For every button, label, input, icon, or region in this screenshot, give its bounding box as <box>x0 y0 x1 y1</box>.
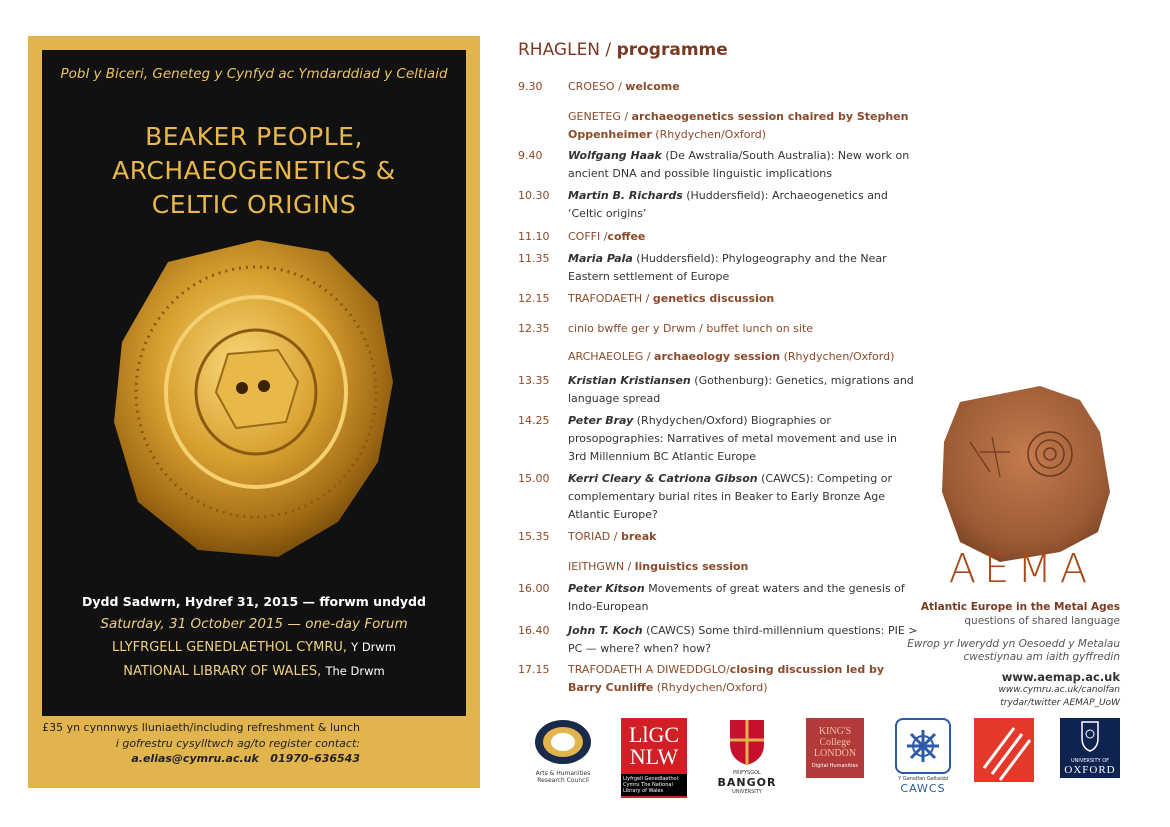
event-date-english: Saturday, 31 October 2015 — one-day Forum <box>100 616 408 632</box>
programme-title-english: programme <box>616 40 728 60</box>
programme-time: 9.40 <box>518 149 543 162</box>
canolfan-website-link[interactable]: www.cymru.ac.uk/canolfan <box>998 685 1120 695</box>
speaker-name: John T. Koch <box>568 624 643 637</box>
fee-text: £35 yn cynnnwys lluniaeth/including refreshment & lunch <box>42 721 360 734</box>
kings-sub: Digital Humanities <box>811 763 859 769</box>
bangor-main: BANGOR <box>717 776 777 789</box>
programme-time: 10.30 <box>518 189 550 202</box>
session-title: welcome <box>625 80 680 93</box>
session-label: TRAFODAETH A DIWEDDGLO/ <box>568 663 730 676</box>
aema-name-welsh: Ewrop yr Iwerydd yn Oesoedd y Metalau <box>907 638 1120 650</box>
speaker-name: Wolfgang Haak <box>568 149 662 162</box>
item-detail: (Rhydychen/Oxford) <box>653 681 768 694</box>
venue-welsh <box>42 640 466 655</box>
programme-text <box>568 470 918 524</box>
speaker-name: Maria Pala <box>568 252 633 265</box>
programme-time: 14.25 <box>518 414 550 427</box>
session-title: coffee <box>607 230 646 243</box>
oxford-name: OXFORD <box>1064 764 1116 776</box>
item-detail: (Rhydychen/Oxford) <box>780 350 895 363</box>
aema-logo-text: AEMA <box>948 546 1096 592</box>
session-title: genetics discussion <box>652 292 775 305</box>
programme-text <box>568 580 918 616</box>
speaker-name: Kristian Kristiansen <box>568 374 691 387</box>
celtic-knot-icon <box>895 718 951 774</box>
programme-text <box>568 622 918 658</box>
speaker-name: Peter Bray <box>568 414 634 427</box>
programme-text <box>568 147 918 183</box>
programme-text <box>568 250 918 286</box>
item-detail: (Huddersfield): Archaeogenetics and ‘Celtic origins’ <box>568 189 888 220</box>
item-detail: (Gothenburg): Genetics, migrations and language spread <box>568 374 914 405</box>
programme-time: 16.40 <box>518 624 550 637</box>
session-label: IEITHGWN / <box>568 560 635 573</box>
item-detail: (CAWCS): Competing or complementary burial rites in Beaker to Early Bronze Age Atlantic Europe? <box>568 472 892 521</box>
event-date-welsh: Dydd Sadwrn, Hydref 31, 2015 — fforwm undydd <box>82 594 426 609</box>
session-title: break <box>620 530 657 543</box>
gold-disc-image <box>108 232 396 567</box>
kings-logo <box>806 718 864 778</box>
programme-text <box>568 348 918 366</box>
programme-text <box>568 372 918 408</box>
llgc-top: LlGC <box>628 722 680 747</box>
poster-title-line-3: CELTIC ORIGINS <box>151 190 357 219</box>
digital-humanities-logo <box>974 718 1034 782</box>
programme-time: 13.35 <box>518 374 550 387</box>
item-detail: (Huddersfield): Phylogeography and the Near Eastern settlement of Europe <box>568 252 887 283</box>
session-title: closing discussion led by Barry Cunliffe <box>568 663 885 694</box>
bangor-shield-icon <box>716 718 778 766</box>
programme-text <box>568 528 918 546</box>
programme-time: 15.35 <box>518 530 550 543</box>
bangor-logo <box>716 718 778 798</box>
ahrc-logo <box>532 718 594 798</box>
item-detail: (De Awstralia/South Australia): New work on ancient DNA and possible linguistic implications <box>568 149 910 180</box>
programme-time: 15.00 <box>518 472 550 485</box>
venue-welsh-main: LLYFRGELL GENEDLAETHOL CYMRU, <box>111 640 347 655</box>
speaker-name: Peter Kitson <box>568 582 645 595</box>
poster-title-line-1: BEAKER PEOPLE, <box>145 122 363 151</box>
programme-text <box>568 108 918 144</box>
programme-text <box>568 290 918 308</box>
oxford-top: UNIVERSITY OF <box>1070 758 1110 764</box>
programme-text <box>568 187 918 223</box>
oxford-crest-icon <box>1060 718 1120 754</box>
contact-email[interactable]: a.elias@cymru.ac.uk <box>131 752 259 765</box>
aema-tagline-english: questions of shared language <box>964 615 1120 627</box>
session-label: TRAFODAETH / <box>568 292 653 305</box>
venue-welsh-sub: Y Drwm <box>351 640 397 654</box>
item-detail: Movements of great waters and the genesis of Indo-European <box>568 582 905 613</box>
session-label: CROESO / <box>568 80 626 93</box>
diagonal-stripes-icon <box>974 718 1034 782</box>
bangor-sub: UNIVERSITY <box>732 789 762 795</box>
poster-subtitle: Pobl y Biceri, Geneteg y Cynfyd ac Ymdarddiad y Celtiaid <box>60 66 448 82</box>
programme-text <box>568 412 918 466</box>
session-label: ARCHAEOLEG / <box>568 350 655 363</box>
cawcs-sub: Y Ganolfan Geltaidd <box>898 776 948 782</box>
speaker-name: Kerri Cleary & Catriona Gibson <box>568 472 758 485</box>
ahrc-emblem-icon <box>532 718 594 766</box>
programme-time: 12.15 <box>518 292 550 305</box>
aema-name-english: Atlantic Europe in the Metal Ages <box>920 601 1120 613</box>
poster-title-line-2: ARCHAEOGENETICS & <box>112 156 396 185</box>
programme-text <box>568 558 918 576</box>
programme-time: 17.15 <box>518 663 550 676</box>
item-detail: (Rhydychen/Oxford) Biographies or prosopographies: Narratives of metal movement and use in 3rd Millennium BC Atlantic Europe <box>568 414 897 463</box>
aema-website-link[interactable]: www.aemap.ac.uk <box>1001 670 1120 684</box>
programme-time: 11.10 <box>518 230 550 243</box>
item-detail: (CAWCS) Some third-millennium questions: PIE > PC — where? when? how? <box>568 624 918 655</box>
programme-text <box>568 78 918 96</box>
programme-text <box>568 320 918 338</box>
speaker-name: Martin B. Richards <box>568 189 683 202</box>
aema-tagline-welsh: cwestiynau am iaith gyffredin <box>963 651 1120 663</box>
session-title: linguistics session <box>634 560 749 573</box>
ahrc-name: Arts & Humanities Research Council <box>535 770 591 784</box>
cawcs-name: CAWCS <box>900 782 946 795</box>
session-label: COFFI / <box>568 230 608 243</box>
venue-english-main: NATIONAL LIBRARY OF WALES, <box>123 664 322 679</box>
register-text: i gofrestru cysylltwch ag/to register contact: <box>115 737 360 750</box>
session-label: TORIAD / <box>568 530 621 543</box>
llgc-sub: Llyfrgell Genedlaethol Cymru The National Library of Wales <box>621 774 687 796</box>
contact-line <box>42 752 360 765</box>
oxford-logo <box>1060 718 1120 778</box>
session-label: cinio bwffe ger y Drwm / buffet lunch on site <box>568 322 814 335</box>
twitter-handle[interactable]: trydar/twitter AEMAP_UoW <box>1000 698 1120 708</box>
llgc-bottom: NLW <box>629 744 679 769</box>
programme-time: 9.30 <box>518 80 543 93</box>
session-title: archaeogenetics session chaired by Stephen Oppenheimer <box>568 110 909 141</box>
kings-name: KING'S College LONDON <box>813 726 857 759</box>
session-label: GENETEG / <box>568 110 632 123</box>
llgc-logo <box>621 718 687 798</box>
programme-title-welsh: RHAGLEN / <box>518 40 612 60</box>
programme-time: 12.35 <box>518 322 550 335</box>
item-detail: (Rhydychen/Oxford) <box>651 128 767 141</box>
bangor-top: PRIFYSGOL <box>733 770 761 776</box>
contact-phone: 01970–636543 <box>270 752 360 765</box>
programme-text <box>568 661 918 697</box>
programme-text <box>568 228 918 246</box>
session-title: archaeology session <box>654 350 781 363</box>
cawcs-logo <box>890 718 956 798</box>
programme-time: 16.00 <box>518 582 550 595</box>
venue-english <box>42 664 466 679</box>
programme-time: 11.35 <box>518 252 550 265</box>
venue-english-sub: The Drwm <box>325 664 385 678</box>
programme-title <box>518 40 728 60</box>
